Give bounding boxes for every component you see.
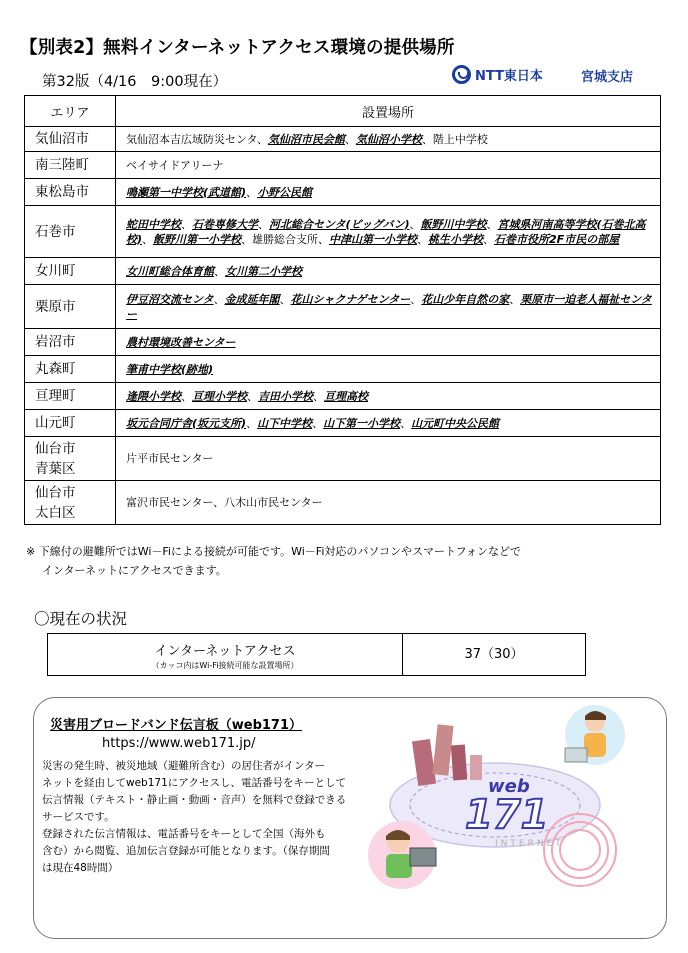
description-line: 登録された伝言情報は、電話番号をキーとして全国（海外も [42,828,326,840]
wifi-location: 宮城県河南高等学校(石巻北高校) [126,217,646,246]
location-text: 、 [142,232,154,246]
location-text: 、 [486,217,498,231]
wifi-note [26,542,521,580]
wifi-location: 逢隈小学校 [126,389,181,403]
wifi-location: 山下中学校 [257,416,313,430]
location-text: 気仙沼本吉広域防災センタ、 [126,132,268,146]
description-line: 含む）から閲覧、追加伝言登録が可能となります。（保存期間 [42,845,330,857]
location-cell [116,179,661,206]
area-cell: 仙台市 青葉区 [25,437,116,481]
web171-description [42,758,346,877]
location-cell [116,127,661,152]
wifi-location: 山元町中央公民館 [411,416,500,430]
description-line: 災害の発生時、被災地域（避難所含む）の居住者がインター [42,760,326,772]
table-header-row [25,96,661,127]
description-line: サービスです。 [42,811,115,823]
description-line: は現在48時間） [42,862,119,874]
area-cell: 東松島市 [25,179,116,206]
area-cell: 亘理町 [25,383,116,410]
area-cell: 仙台市 太白区 [25,481,116,525]
location-text: 、 [246,416,258,430]
note-line-2: インターネットにアクセスできます。 [42,564,227,577]
wifi-location: 鳴瀬第一中学校(武道館) [126,185,247,199]
status-value: 37（30） [464,647,524,662]
area-cell: 山元町 [25,410,116,437]
wifi-location: 河北総合センタ(ビッグバン) [269,217,410,231]
location-text: 、 [181,217,192,231]
location-cell [116,285,661,329]
header-location: 設置場所 [116,96,661,127]
location-text: 、 [214,264,225,278]
location-text: 、 [509,292,521,306]
location-cell [116,383,661,410]
internet-text: INTERNET [495,839,564,849]
wifi-location: 吉田小学校 [258,389,313,403]
location-cell [116,356,661,383]
wifi-location: 坂元合同庁舎(坂元支所) [126,416,247,430]
status-label: インターネットアクセス [154,644,296,659]
location-text: 、雄勝総合支所、 [241,232,330,246]
wifi-location: 飯野川第一小学校 [153,232,242,246]
location-text: 、 [344,132,356,146]
wifi-location: 山下第一小学校 [323,416,401,430]
location-text: 、 [247,389,258,403]
web171-illustration [340,700,640,900]
location-text: 、 [246,185,258,199]
wifi-location: 女川町総合体育館 [126,264,214,278]
location-text: 、 [483,232,495,246]
location-text: 、 [409,217,421,231]
description-line: ネットを経由してweb171にアクセスし、電話番号をキーとして [42,777,346,789]
table-row [25,329,661,356]
location-cell [116,152,661,179]
location-text: 、 [213,292,225,306]
web171-title: 災害用ブロードバンド伝言板（web171） [50,718,303,733]
person-at-laptop-icon [565,705,625,765]
location-cell [116,437,661,481]
location-text: 富沢市民センター、八木山市民センター [126,496,323,509]
web171-number: 171 [465,792,549,838]
wifi-location: 飯野川中学校 [420,217,487,231]
table-row [25,179,661,206]
wifi-location: 蛇田中学校 [126,217,181,231]
area-cell: 女川町 [25,258,116,285]
table-row [25,410,661,437]
location-text: 、 [410,292,422,306]
wifi-location: 女川第二小学校 [225,264,302,278]
location-text: 、 [400,416,412,430]
wifi-location: 小野公民館 [257,185,313,199]
status-table [47,633,586,676]
location-text: 、階上中学校 [421,132,488,146]
person-with-laptop-icon [368,821,436,889]
location-text: 、 [279,292,291,306]
wifi-location: 花山シャクナゲセンター [290,292,411,306]
table-row [25,258,661,285]
wifi-location: 伊豆沼交流センタ [126,292,214,306]
header-area: エリア [25,96,116,127]
wifi-location: 桃生小学校 [428,232,484,246]
ntt-logo [452,62,543,86]
branch-name: 宮城支店 [581,70,634,85]
area-cell: 栗原市 [25,285,116,329]
description-line: 伝言情報（テキスト・静止画・動画・音声）を無料で登録できる [42,794,347,806]
logo-text: NTT東日本 [475,68,543,84]
table-row [25,481,661,525]
location-text: 、 [313,389,324,403]
area-cell: 丸森町 [25,356,116,383]
area-cell: 石巻市 [25,206,116,258]
location-text: 、 [417,232,429,246]
web171-url[interactable]: https://www.web171.jp/ [102,736,256,751]
wifi-location: 気仙沼小学校 [355,132,422,146]
area-cell: 岩沼市 [25,329,116,356]
ntt-logo-icon [452,65,471,84]
location-text: 、 [258,217,269,231]
location-text: 、 [312,416,324,430]
location-text: 、 [181,389,192,403]
area-cell: 南三陸町 [25,152,116,179]
note-line-1: ※ 下線付の避難所ではWi－Fiによる接続が可能です。Wi－Fi対応のパソコンやスマートフォンなどで [26,545,522,558]
wifi-location: 石巻市役所2F市民の部屋 [494,232,620,246]
location-cell [116,481,661,525]
table-row [25,383,661,410]
location-text: ベイサイドアリーナ [126,158,224,172]
locations-table [24,95,661,525]
wifi-location: 花山少年自然の家 [421,292,510,306]
web-text: web [488,776,530,797]
wifi-location: 筆甫中学校(跡地) [126,362,214,376]
wifi-location: 栗原市一迫老人福祉センター [126,292,652,321]
location-cell [116,258,661,285]
status-label-cell [48,634,403,675]
edition-label: 第32版（4/16 9:00現在） [42,74,228,90]
location-cell [116,206,661,258]
table-row [25,356,661,383]
area-cell: 気仙沼市 [25,127,116,152]
location-cell [116,410,661,437]
wifi-location: 石巻専修大学 [192,217,258,231]
wifi-location: 農村環境改善センター [126,335,236,349]
location-text: 片平市民センター [126,452,214,465]
table-row [25,152,661,179]
wifi-location: 金成延年閣 [224,292,280,306]
status-sublabel: （カッコ内はWi-Fi接続可能な設置場所） [151,661,299,670]
wifi-location: 気仙沼市民会館 [267,132,345,146]
table-row [25,127,661,152]
table-row [25,437,661,481]
status-title: 〇現在の状況 [34,610,128,628]
wifi-location: 亘理小学校 [192,389,247,403]
wifi-location: 中津山第一小学校 [329,232,418,246]
wifi-location: 亘理高校 [324,389,368,403]
table-row [25,285,661,329]
page-title: 【別表2】無料インターネットアクセス環境の提供場所 [20,38,455,58]
location-cell [116,329,661,356]
table-row [25,206,661,258]
